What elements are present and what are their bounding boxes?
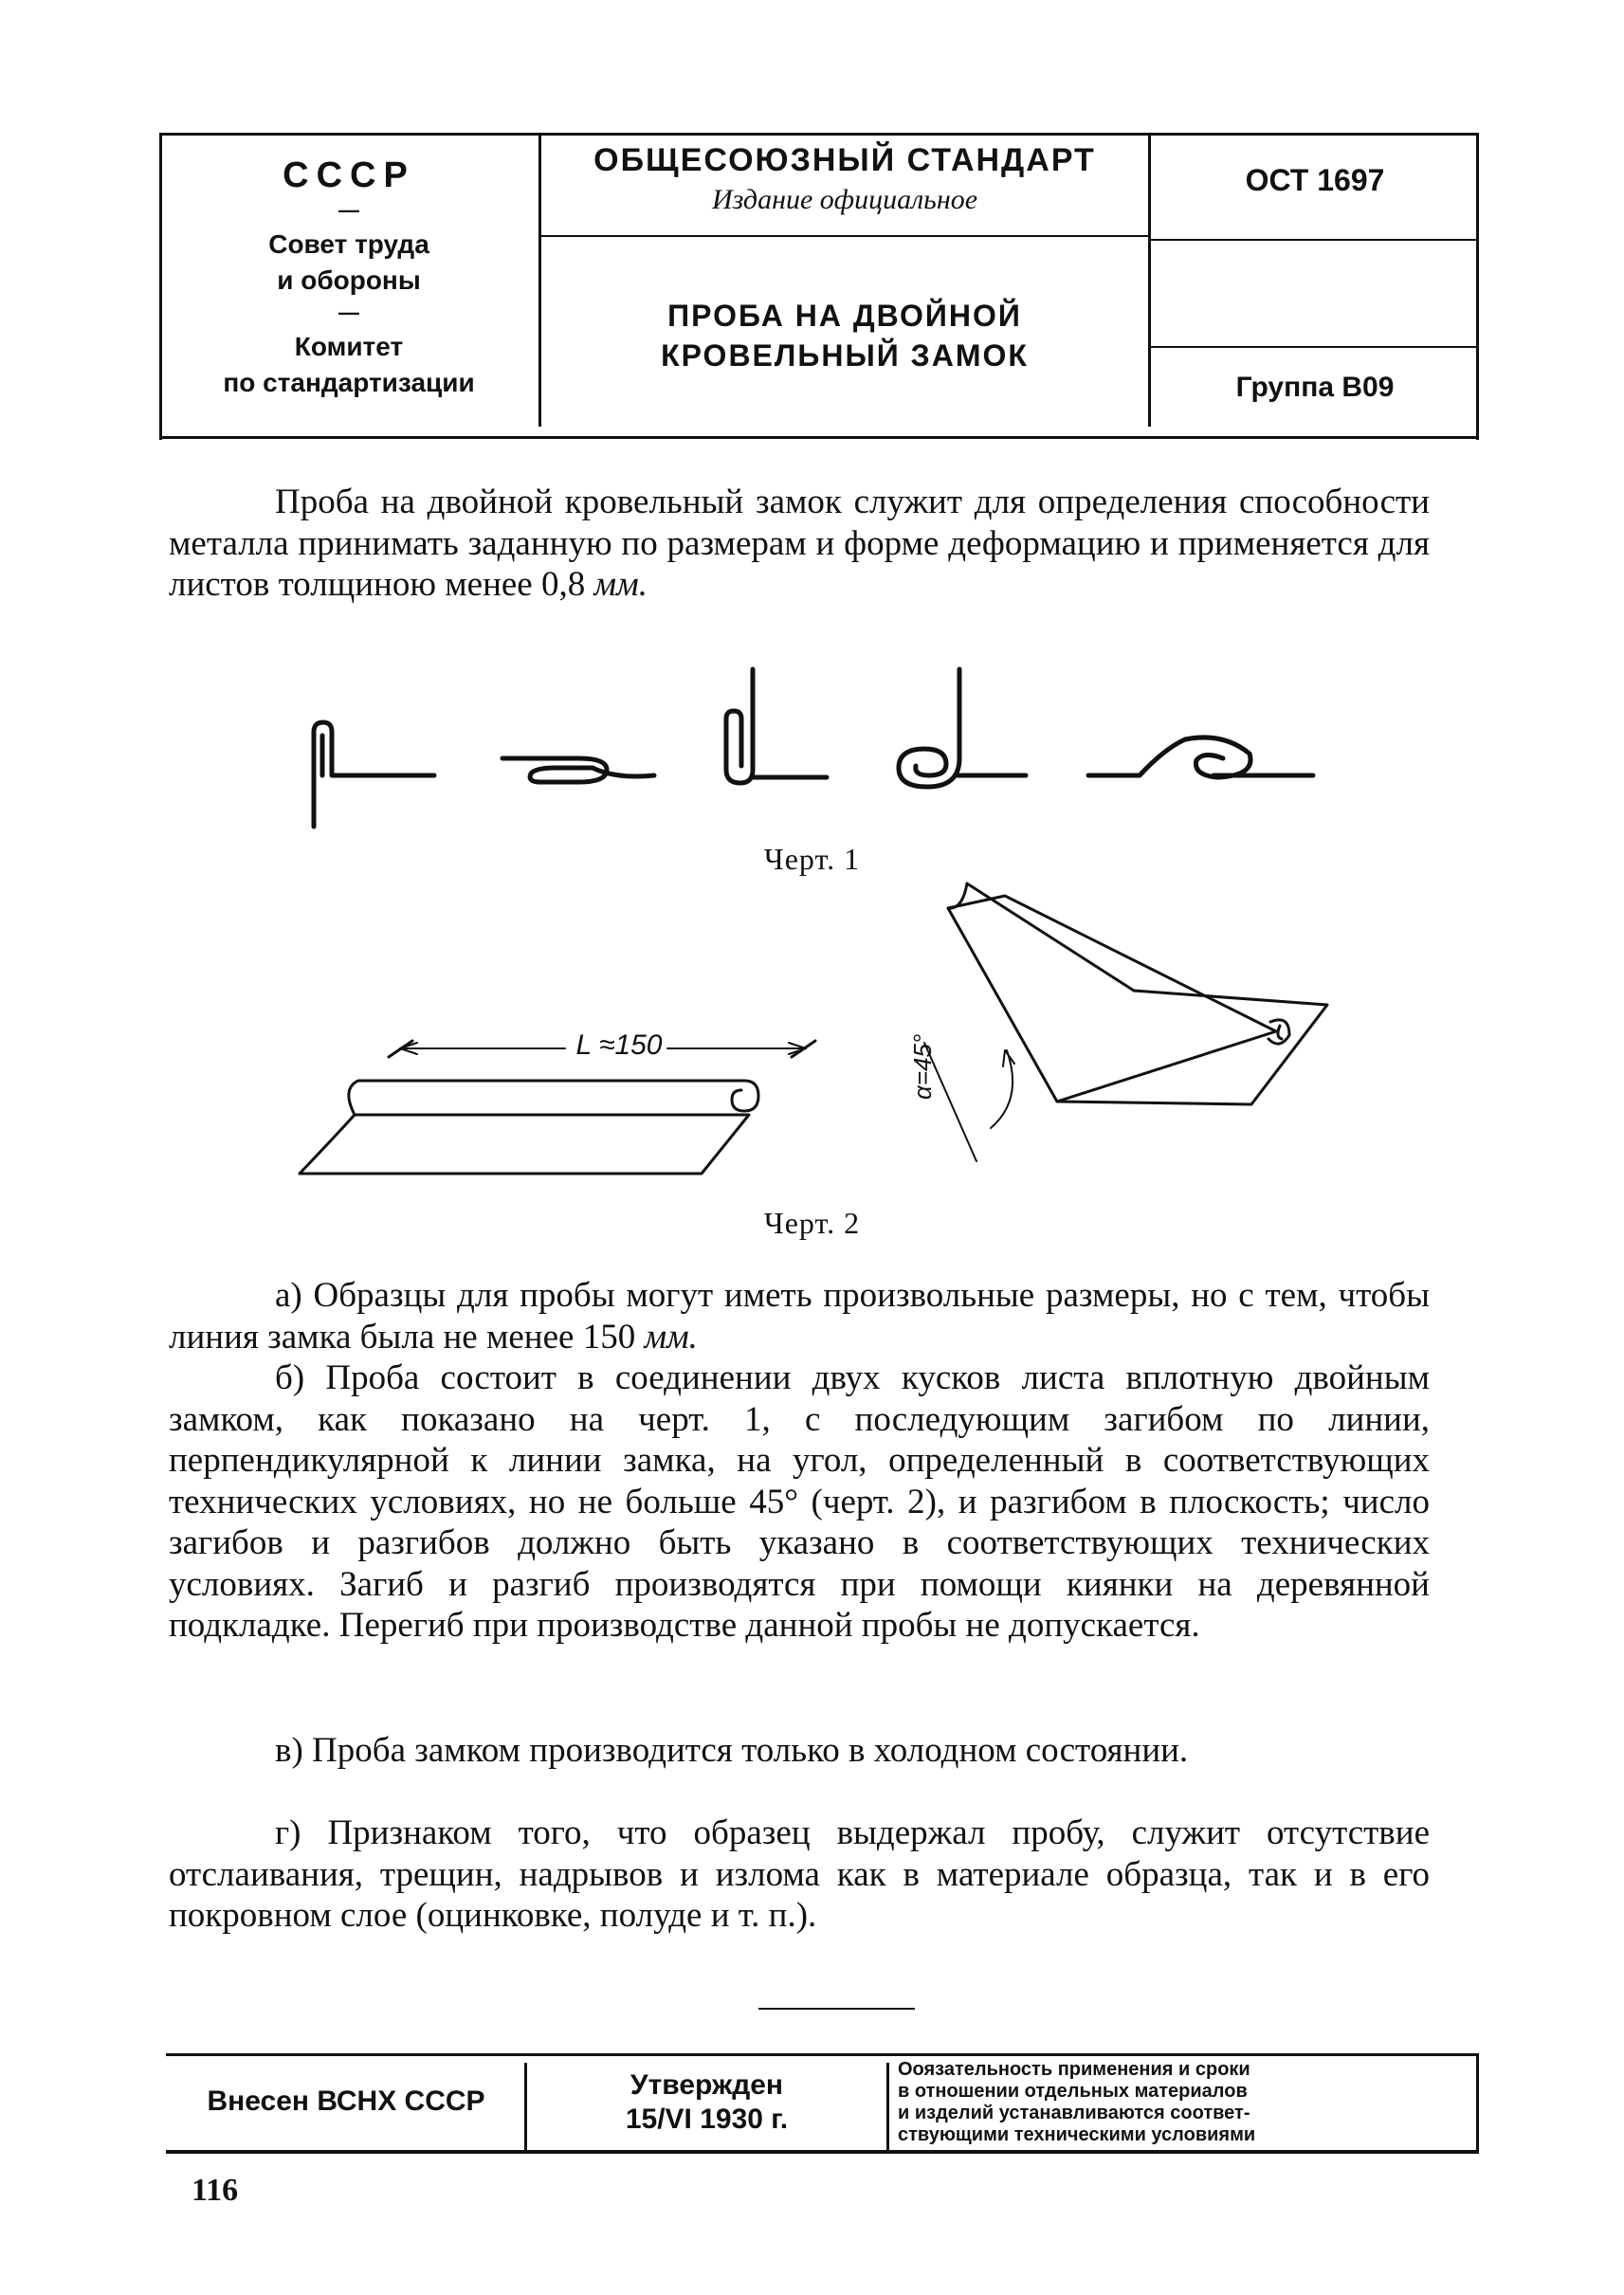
approval-info xyxy=(527,2068,886,2137)
note-line-3: и изделий устанавливаются соответ- xyxy=(898,2103,1250,2123)
item-b: б) Проба состоит в соединении двух кусков листа вплотную двойным замком, как показано на черт. 1, с последующим загибом по линии, перпендикулярной к линии замка, на угол, определенный в соответствующих технических условиях, но не больше 45° (черт. 2), и разгибом в плоскость; число загибов и разгибов должно быть указано в соответствующих технических условиях. Загиб и разгиб производятся при помощи киянки на деревянной подкладке. Перегиб при производстве данной пробы не допускается. xyxy=(169,1358,1430,1645)
intro-unit: мм. xyxy=(593,565,648,604)
edition-label: Издание официальное xyxy=(711,184,978,215)
committee-line-2: по стандартизации xyxy=(223,368,475,397)
applicability-note xyxy=(898,2059,1478,2146)
subject-line-1: ПРОБА НА ДВОЙНОЙ xyxy=(667,299,1022,333)
council-line-2: и обороны xyxy=(277,265,421,295)
note-line-4: ствующими техническими условиями xyxy=(898,2124,1256,2145)
item-c: в) Проба замком производится только в холодном состоянии. xyxy=(275,1731,1189,1770)
note-line-2: в отношении отдельных материалов xyxy=(898,2081,1248,2102)
approved-label: Утвержден xyxy=(630,2069,784,2101)
country-label: СССР xyxy=(283,155,415,195)
footer-divider-2 xyxy=(886,2063,889,2150)
committee-line-1: Комитет xyxy=(294,332,404,361)
item-a-text: а) Образцы для пробы могут иметь произвольные размеры, но с тем, чтобы линия замка была не менее 150 xyxy=(169,1276,1430,1357)
length-label: L ≈150 xyxy=(575,1029,663,1061)
specimen-flat xyxy=(300,1041,815,1174)
note-line-1: Ооязательность применения и сроки xyxy=(898,2059,1250,2080)
footer-table xyxy=(166,2053,1479,2158)
item-d: г) Признаком того, что образец выдержал пробу, служит отсутствие отслаивания, трещин, надрывов и излома как в материале образца, так и в его покровном слое (оцинковке, полуде и т. п.). xyxy=(169,1813,1430,1935)
approved-date: 15/VI 1930 г. xyxy=(625,2104,789,2135)
issuing-authority: СССР — Совет труда и обороны — Комитет по стандартизации xyxy=(159,155,538,401)
footer-top-rule xyxy=(166,2053,1479,2056)
item-a-unit: мм. xyxy=(644,1317,698,1357)
footer-bottom-rule xyxy=(166,2150,1479,2154)
end-separator xyxy=(758,2008,915,2010)
item-a xyxy=(169,1275,1430,1357)
introduced-by: Внесен ВСНХ СССР xyxy=(207,2086,485,2117)
figure-1-caption: Черт. 1 xyxy=(763,842,861,876)
intro-text: Проба на двойной кровельный замок служит для определения способности металла принимать заданную по размерам и форме деформацию и применяется для листов толщиною менее 0,8 xyxy=(169,483,1430,604)
page-number: 116 xyxy=(192,2173,239,2208)
subject-line-2: КРОВЕЛЬНЫЙ ЗАМОК xyxy=(661,338,1029,373)
standard-number: ОСТ 1697 xyxy=(1245,163,1385,197)
specimen-bent xyxy=(924,883,1327,1161)
angle-label: α=45° xyxy=(908,1033,937,1100)
standard-title: ОБЩЕСОЮЗНЫЙ СТАНДАРТ xyxy=(593,142,1096,178)
council-line-1: Совет труда xyxy=(268,229,429,259)
figure-2-caption: Черт. 2 xyxy=(763,1206,861,1240)
group-code: Группа В09 xyxy=(1235,372,1395,403)
